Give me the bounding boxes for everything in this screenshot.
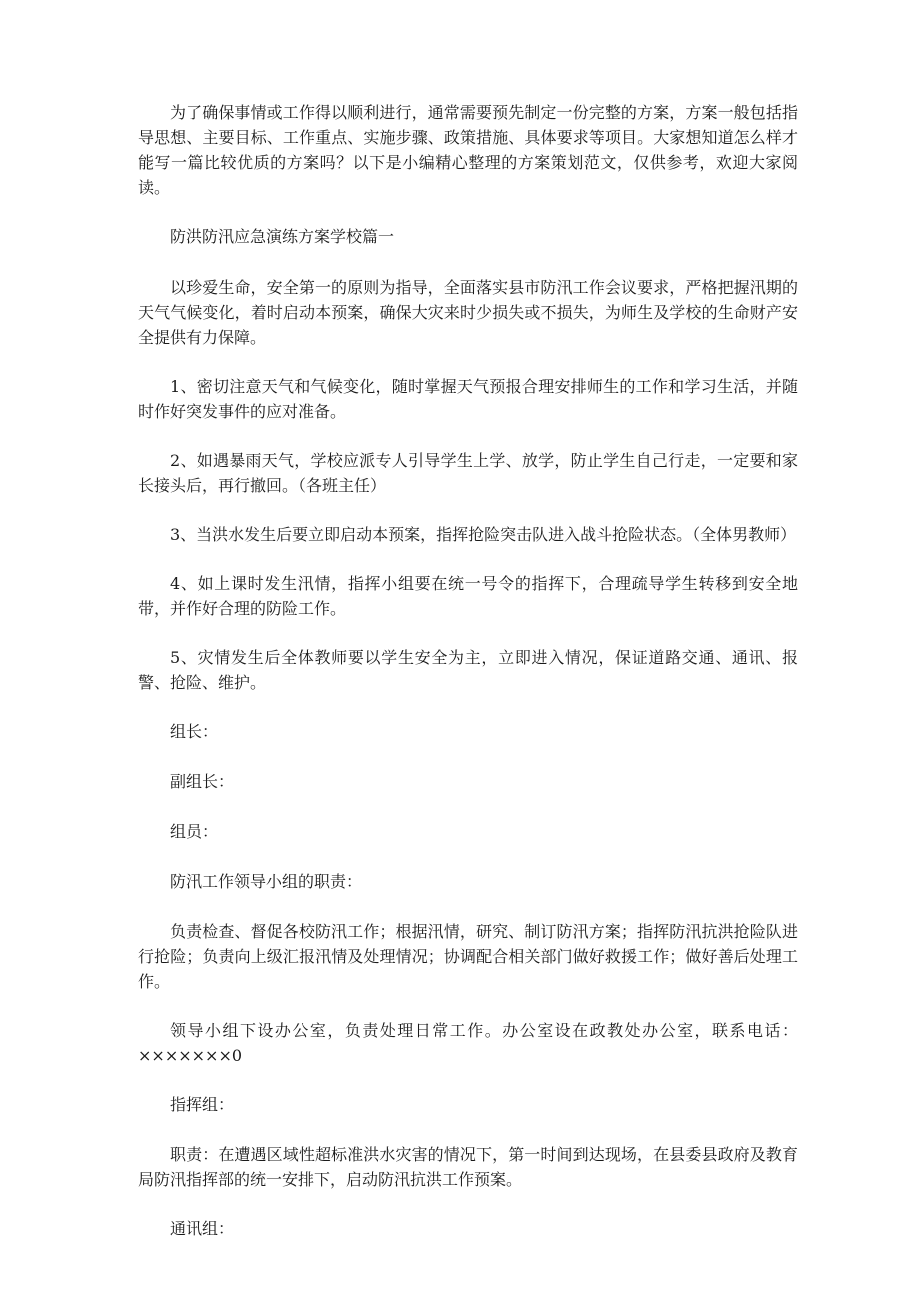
measure-item-2: 2、如遇暴雨天气，学校应派专人引导学生上学、放学，防止学生自己行走，一定要和家长接头后，再行撤回。（各班主任） bbox=[138, 451, 798, 495]
measure-item-4: 4、如上课时发生汛情，指挥小组要在统一号令的指挥下，合理疏导学生转移到安全地带，并作好合理的防险工作。 bbox=[138, 574, 798, 618]
measure-item-5: 5、灾情发生后全体教师要以学生安全为主，立即进入情况，保证道路交通、通讯、报警、抢险、维护。 bbox=[138, 648, 798, 692]
guiding-principle-paragraph: 以珍爱生命，安全第一的原则为指导，全面落实县市防汛工作会议要求，严格把握汛期的天气气候变化，着时启动本预案，确保大灾来时少损失或不损失，为师生及学校的生命财产安全提供有力保障。 bbox=[138, 278, 798, 347]
measure-item-1: 1、密切注意天气和气候变化，随时掌握天气预报合理安排师生的工作和学习生活，并随时作好突发事件的应对准备。 bbox=[138, 377, 798, 421]
document-body bbox=[138, 100, 798, 1241]
intro-paragraph: 为了确保事情或工作得以顺利进行，通常需要预先制定一份完整的方案，方案一般包括指导思想、主要目标、工作重点、实施步骤、政策措施、具体要求等项目。大家想知道怎么样才能写一篇比较优质的方案吗？以下是小编精心整理的方案策划范文，仅供参考，欢迎大家阅读。 bbox=[138, 103, 798, 197]
deputy-leader-label: 副组长： bbox=[170, 772, 235, 791]
command-group-label: 指挥组： bbox=[170, 1095, 235, 1114]
duties-title: 防汛工作领导小组的职责： bbox=[170, 872, 363, 891]
command-group-duty-paragraph: 职责：在遭遇区域性超标准洪水灾害的情况下，第一时间到达现场，在县委县政府及教育局防汛指挥部的统一安排下，启动防汛抗洪工作预案。 bbox=[138, 1145, 798, 1189]
measure-item-3: 3、当洪水发生后要立即启动本预案，指挥抢险突击队进入战斗抢险状态。（全体男教师） bbox=[170, 525, 797, 544]
member-label: 组员： bbox=[170, 822, 219, 841]
leader-label: 组长： bbox=[170, 722, 219, 741]
duties-paragraph: 负责检查、督促各校防汛工作；根据汛情，研究、制订防汛方案；指挥防汛抗洪抢险队进行抢险；负责向上级汇报汛情及处理情况；协调配合相关部门做好救援工作；做好善后处理工作。 bbox=[138, 922, 798, 991]
section-title: 防洪防汛应急演练方案学校篇一 bbox=[170, 227, 395, 246]
office-paragraph: 领导小组下设办公室，负责处理日常工作。办公室设在政教处办公室，联系电话：×××××××0 bbox=[138, 1021, 798, 1065]
communication-group-label: 通讯组： bbox=[170, 1219, 235, 1238]
